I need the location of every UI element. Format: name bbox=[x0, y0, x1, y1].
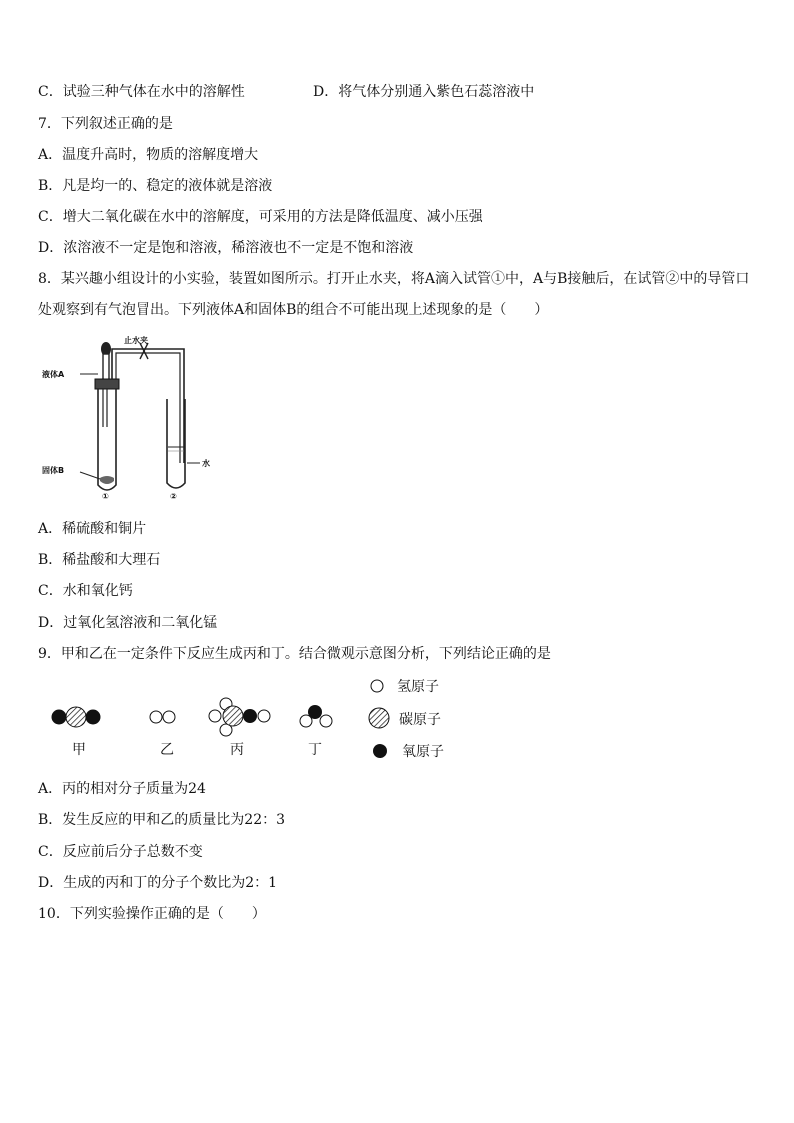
label-bing: 丙 bbox=[230, 742, 244, 758]
q6-option-c: C．试验三种气体在水中的溶解性 bbox=[38, 84, 245, 100]
legend-oxygen-icon bbox=[373, 744, 387, 758]
label-clamp: 止水夹 bbox=[124, 336, 148, 345]
q10-stem: 10．下列实验操作正确的是（ ） bbox=[38, 906, 266, 922]
q9-stem: 9．甲和乙在一定条件下反应生成丙和丁。结合微观示意图分析，下列结论正确的是 bbox=[38, 646, 551, 662]
q8-option-b: B．稀盐酸和大理石 bbox=[38, 552, 161, 568]
legend-oxygen-label: 氧原子 bbox=[402, 744, 444, 760]
label-ding: 丁 bbox=[308, 742, 322, 758]
legend-hydrogen-icon bbox=[371, 680, 383, 692]
q6-option-d: D．将气体分别通入紫色石蕊溶液中 bbox=[313, 84, 535, 100]
molecule-jia bbox=[52, 707, 101, 727]
molecule-ding bbox=[300, 705, 332, 727]
label-yi: 乙 bbox=[160, 742, 174, 758]
q9-option-a: A．丙的相对分子质量为24 bbox=[38, 781, 206, 797]
q8-stem: 8．某兴趣小组设计的小实验，装置如图所示。打开止水夹，将A滴入试管①中，A与B接触后，在试管②中的导管口处观察到有气泡冒出。下列液体A和固体B的组合不可能出现上述现象的是（ ） bbox=[38, 271, 750, 318]
q8-option-a: A．稀硫酸和铜片 bbox=[38, 521, 147, 537]
q9-micro-diagram bbox=[40, 670, 480, 770]
molecule-yi bbox=[150, 711, 175, 723]
label-tube-1: ① bbox=[102, 492, 109, 501]
legend-hydrogen-label: 氢原子 bbox=[397, 679, 439, 695]
q9-option-c: C．反应前后分子总数不变 bbox=[38, 844, 203, 860]
label-jia: 甲 bbox=[72, 742, 86, 758]
label-liquid-a: 液体A bbox=[42, 370, 65, 379]
label-water: 水 bbox=[202, 459, 210, 468]
legend-carbon-icon bbox=[369, 708, 389, 728]
q7-option-c: C．增大二氧化碳在水中的溶解度，可采用的方法是降低温度、减小压强 bbox=[38, 209, 483, 225]
q9-option-b: B．发生反应的甲和乙的质量比为22：3 bbox=[38, 812, 286, 828]
q8-option-c: C．水和氧化钙 bbox=[38, 583, 133, 599]
label-tube-2: ② bbox=[170, 492, 177, 501]
legend-carbon-label: 碳原子 bbox=[399, 712, 441, 728]
q9-option-d: D．生成的丙和丁的分子个数比为2：1 bbox=[38, 875, 278, 891]
label-solid-b: 固体B bbox=[42, 466, 65, 475]
q8-option-d: D．过氧化氢溶液和二氧化锰 bbox=[38, 615, 218, 631]
q7-option-d: D．浓溶液不一定是饱和溶液，稀溶液也不一定是不饱和溶液 bbox=[38, 240, 414, 256]
q7-stem: 7．下列叙述正确的是 bbox=[38, 116, 173, 132]
q8-apparatus-figure bbox=[40, 335, 230, 505]
legend bbox=[369, 679, 444, 760]
q7-option-b: B．凡是均一的、稳定的液体就是溶液 bbox=[38, 178, 273, 194]
q7-option-a: A．温度升高时，物质的溶解度增大 bbox=[38, 147, 259, 163]
molecule-bing bbox=[209, 698, 270, 736]
